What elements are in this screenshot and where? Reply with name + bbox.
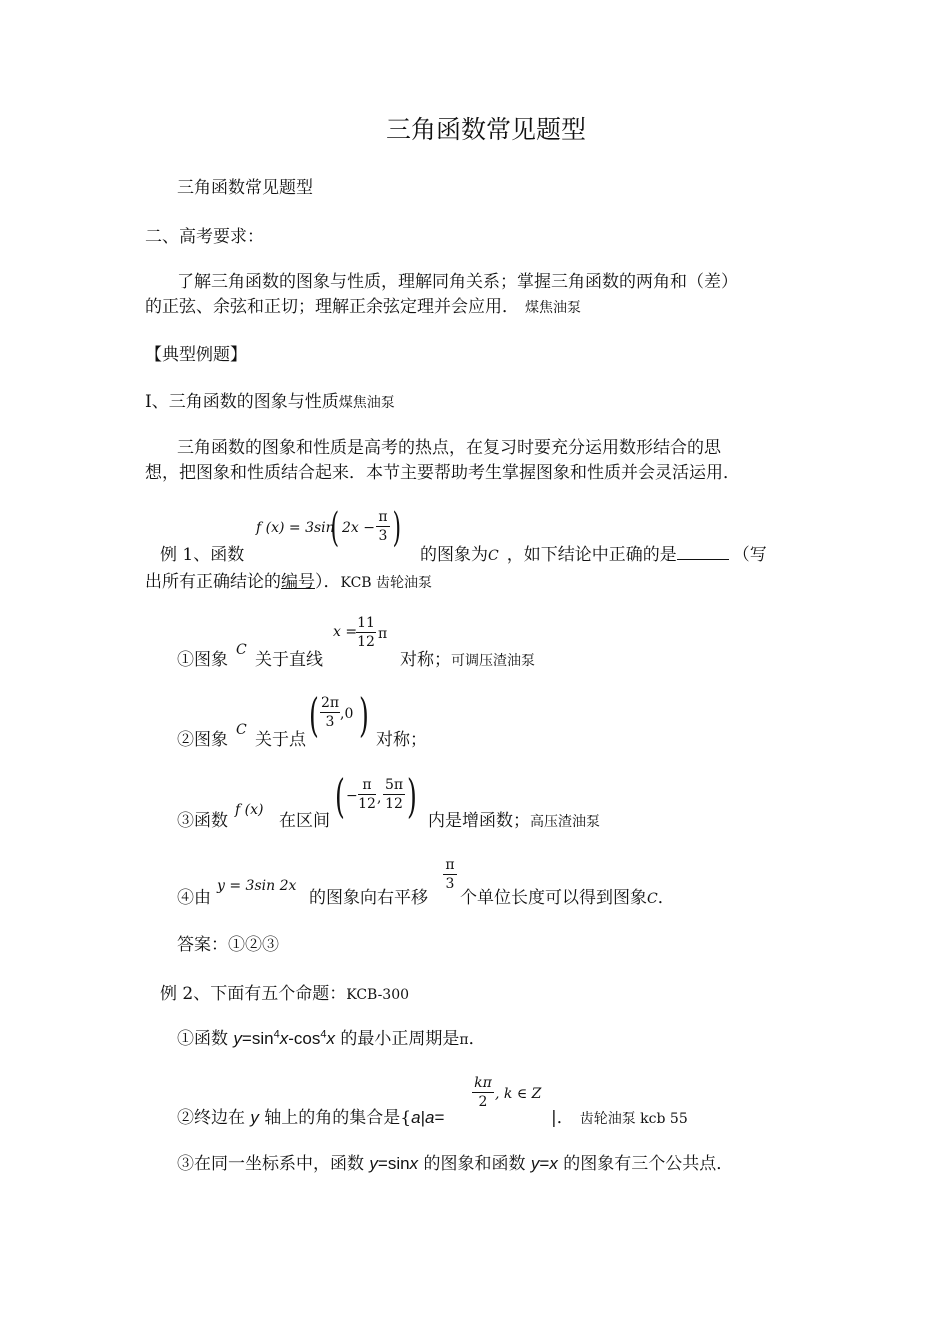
ex2-item3-y1: y	[369, 1154, 378, 1173]
ex1-item3-rparen: )	[407, 769, 417, 823]
ex2-item2-bar: |	[420, 1108, 426, 1127]
ex1-item3-d2: 12	[385, 796, 403, 812]
ex2-item3-a: ③在同一坐标系中，函数	[177, 1154, 370, 1174]
ex2-item2-end	[551, 1103, 688, 1128]
ex1-item2-a: ②图象	[177, 730, 228, 750]
ex1-item2-zero: ,0	[340, 706, 354, 722]
ex1-line-1	[420, 540, 767, 565]
ex2-item1-a: ①函数	[177, 1029, 234, 1049]
ex1-item4-period: ．	[657, 888, 675, 908]
ex1-item4-end	[460, 883, 675, 908]
ex1-item1-b: 关于直线	[255, 650, 323, 670]
ex2-item1	[177, 1024, 486, 1049]
ex2-label: 例 2、下面有五个命题：	[160, 984, 347, 1004]
ex1-item1-a: ①图象	[177, 650, 228, 670]
ex2-item1-end: ．	[468, 1029, 486, 1049]
ex1-line2-b: ）．	[315, 572, 341, 592]
ex2-item3-x1: x	[409, 1154, 419, 1173]
ex1-item3-n1: π	[362, 777, 372, 793]
ex2-item1-y: y	[233, 1029, 242, 1048]
ex1-item4-fraction	[443, 858, 457, 891]
ex1-item1-fraction	[356, 616, 376, 649]
ex1-item4-b: 的图象向右平移	[309, 888, 428, 908]
subtitle: 三角函数常见题型	[177, 178, 313, 198]
fraction-bar	[383, 794, 405, 795]
ex1-line-2	[145, 567, 432, 592]
ex1-formula-frac-num: π	[378, 509, 388, 525]
ex1-item3-c: 内是增函数；	[428, 811, 530, 831]
ex1-item1-num: 11	[357, 615, 375, 631]
ex2-item1-b: 的最小正周期是	[334, 1029, 460, 1049]
part1-heading-text: Ⅰ、三角函数的图象与性质	[145, 392, 339, 412]
ex1-item3-d1: 12	[358, 796, 376, 812]
ex1-item1-tag: 可调压渣油泵	[451, 653, 535, 669]
ex2-item1-sup1: 4	[273, 1028, 280, 1041]
ex2-item2-start	[177, 1103, 444, 1128]
ex2-item1-x2: x	[326, 1029, 335, 1048]
ex1-line2-a: 出所有正确结论的	[145, 572, 281, 592]
ex2-item3-b: 的图象和函数	[418, 1154, 531, 1174]
ex1-item3-b: 在区间	[279, 811, 330, 831]
requirements-line-1: 了解三角函数的图象与性质，理解同角关系；掌握三角函数的两角和（差）	[177, 272, 738, 292]
fraction-bar	[376, 526, 390, 527]
ex1-item1-end	[400, 645, 535, 670]
section-requirements-heading: 二、高考要求：	[145, 227, 264, 247]
ex1-formula-frac-den: 3	[378, 528, 388, 544]
ex1-item1-c: 对称；	[400, 650, 451, 670]
ex1-text-a: 的图象为	[420, 545, 488, 565]
fraction-bar	[358, 794, 376, 795]
ex2-item1-pi: π	[459, 1032, 469, 1048]
ex1-item2-lparen: (	[309, 688, 319, 742]
ex1-item1-den: 12	[357, 634, 375, 650]
ex1-formula-inner: 2x −	[342, 520, 375, 536]
ex2-item3-eq1: =sin	[377, 1154, 410, 1173]
ex1-item2-den: 3	[325, 714, 335, 730]
ex1-formula-lparen: (	[330, 505, 340, 551]
part1-tag: 煤焦油泵	[338, 395, 395, 411]
ex2-item2-a: ②终边在	[177, 1108, 251, 1128]
ex1-answer-blank[interactable]	[677, 545, 729, 560]
ex1-formula-lhs: f (x) = 3sin	[256, 520, 335, 536]
ex1-item3-lparen: (	[335, 769, 345, 823]
ex2-item2-b: 轴上的角的集合是{	[258, 1108, 412, 1128]
part1-heading	[145, 387, 395, 412]
ex2-item1-x: x	[279, 1029, 289, 1048]
ex2-item2-a1: a	[411, 1108, 421, 1127]
ex1-formula-fraction	[376, 510, 390, 543]
part1-line-1: 三角函数的图象和性质是高考的热点，在复习时要充分运用数形结合的思	[177, 438, 721, 458]
ex2-item3-y2: y	[530, 1154, 540, 1173]
ex2-item2-eq: =	[434, 1108, 445, 1127]
fraction-bar	[320, 712, 340, 713]
ex1-item4-y: y = 3sin 2x	[217, 878, 297, 894]
ex1-item3-f: f (x)	[235, 802, 264, 818]
examples-heading: 【典型例题】	[145, 345, 247, 365]
ex2-item3-c: 的图象有三个公共点．	[557, 1154, 734, 1174]
ex2-item2-close: |．	[551, 1108, 574, 1128]
ex2-item2-y: y	[250, 1108, 259, 1127]
ex1-item2-c-var: C	[236, 722, 247, 738]
ex1-item3-comma: ,	[377, 790, 382, 806]
ex2-label-line	[160, 979, 409, 1004]
ex1-item3-minus: −	[346, 788, 358, 804]
ex1-item2-rparen: )	[359, 688, 369, 742]
ex1-item3-n2: 5π	[384, 777, 404, 793]
ex1-line2-tag: KCB 齿轮油泵	[340, 575, 433, 591]
ex2-item3	[177, 1149, 733, 1174]
ex2-item1-minus: -cos	[288, 1029, 321, 1048]
ex1-item3-fraction-1	[358, 778, 376, 811]
ex1-item2-b: 关于点	[255, 730, 306, 750]
ex2-item2-fraction	[472, 1076, 494, 1109]
ex2-item2-k: , k ∈ Z	[495, 1086, 542, 1102]
ex1-answer: 答案：①②③	[177, 935, 279, 955]
ex2-item1-sup2: 4	[320, 1028, 327, 1041]
ex2-tag: KCB-300	[346, 987, 410, 1003]
ex1-item3-end	[428, 806, 600, 831]
page-title: 三角函数常见题型	[386, 115, 587, 144]
part1-line-2: 想，把图象和性质结合起来．本节主要帮助考生掌握图象和性质并会灵活运用．	[145, 463, 740, 483]
ex2-item3-x2: x	[549, 1154, 558, 1173]
ex1-item2-c: 对称；	[376, 730, 427, 750]
ex1-item3-tag: 高压渣油泵	[530, 814, 600, 830]
fraction-bar	[472, 1092, 494, 1093]
ex1-item2-fraction	[320, 696, 340, 729]
ex1-var-c: C	[488, 548, 499, 564]
fraction-bar	[443, 874, 457, 875]
ex1-line2-underlined: 编号	[281, 572, 315, 592]
ex1-text-b: ，如下结论中正确的是	[506, 545, 677, 565]
ex1-item3-fraction-2	[383, 778, 405, 811]
fraction-bar	[356, 632, 376, 633]
requirements-tag: 煤焦油泵	[525, 300, 581, 316]
ex1-item2-num: 2π	[320, 695, 340, 711]
requirements-line-2-text: 的正弦、余弦和正切；理解正余弦定理并会应用．	[145, 297, 519, 317]
ex1-item1-x: x =	[333, 624, 358, 640]
ex2-item2-a2: a	[425, 1108, 435, 1127]
ex2-item2-tag: 齿轮油泵 kcb 55	[579, 1111, 688, 1127]
ex1-item1-c-var: C	[236, 642, 247, 658]
requirements-line-2	[145, 292, 581, 317]
ex1-label: 例 1、函数	[160, 545, 245, 565]
ex2-item3-eq2: =	[539, 1154, 550, 1173]
ex2-item1-eq: =sin	[241, 1029, 274, 1048]
ex1-item1-pi: π	[378, 626, 388, 642]
ex2-item2-den: 2	[478, 1094, 488, 1110]
ex1-item4-den: 3	[445, 876, 455, 892]
ex1-item4-num: π	[445, 857, 455, 873]
ex1-text-c: （写	[732, 545, 767, 565]
ex2-item2-num: kπ	[474, 1075, 492, 1091]
ex1-item4-c-var: C	[647, 891, 658, 907]
ex1-formula-rparen: )	[392, 505, 402, 551]
ex1-item4-a: ④由	[177, 888, 211, 908]
ex1-item3-a: ③函数	[177, 811, 228, 831]
ex1-item4-c: 个单位长度可以得到图象	[460, 888, 647, 908]
